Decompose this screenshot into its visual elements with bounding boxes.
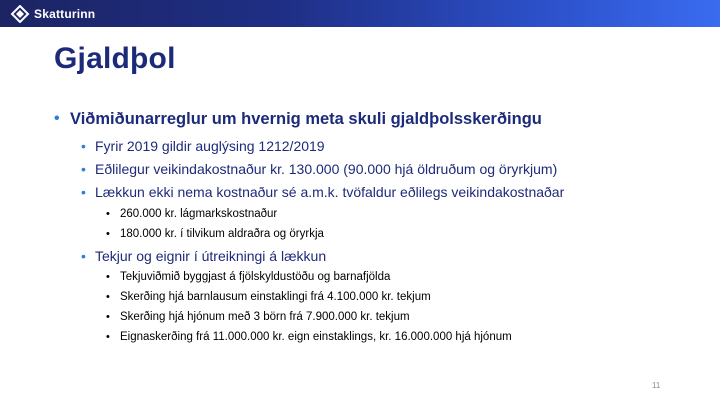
bullet-text: Tekjur og eignir í útreikningi á lækkun bbox=[95, 248, 327, 264]
bullet-level3 bbox=[106, 331, 512, 343]
logo-text: Skatturinn bbox=[34, 6, 96, 21]
bullet-dot-icon: • bbox=[106, 228, 110, 240]
bullet-text: Eðlilegur veikindakostnaður kr. 130.000 (90.000 hjá öldruðum og öryrkjum) bbox=[95, 161, 558, 177]
bullet-text: Lækkun ekki nema kostnaður sé a.m.k. tvöfaldur eðlilegs veikindakostnaðar bbox=[95, 184, 565, 200]
bullet-level2 bbox=[81, 248, 327, 264]
skatturinn-logo-icon bbox=[10, 5, 30, 23]
bullet-text: Viðmiðunarreglur um hvernig meta skuli gjaldþolsskerðingu bbox=[70, 110, 542, 128]
bullet-text: Eignaskerðing frá 11.000.000 kr. eign einstaklings, kr. 16.000.000 hjá hjónum bbox=[120, 331, 512, 343]
header-bar bbox=[0, 0, 720, 27]
bullet-text: 260.000 kr. lágmarkskostnaður bbox=[120, 208, 278, 220]
skatturinn-logo[interactable] bbox=[10, 3, 95, 24]
bullet-level3 bbox=[106, 271, 391, 283]
bullet-dot-icon: • bbox=[81, 248, 86, 264]
bullet-dot-icon: • bbox=[106, 271, 110, 283]
bullet-level3 bbox=[106, 291, 431, 303]
bullet-text: Skerðing hjá hjónum með 3 börn frá 7.900.000 kr. tekjum bbox=[120, 311, 410, 323]
bullet-dot-icon: • bbox=[106, 311, 110, 323]
page-number: 11 bbox=[652, 381, 661, 390]
bullet-dot-icon: • bbox=[81, 161, 86, 177]
bullet-dot-icon: • bbox=[106, 331, 110, 343]
bullet-level2 bbox=[81, 138, 325, 154]
bullet-dot-icon: • bbox=[54, 110, 60, 127]
bullet-text: Tekjuviðmið byggjast á fjölskyldustöðu og barnafjölda bbox=[120, 271, 391, 283]
bullet-level2 bbox=[81, 184, 565, 200]
bullet-text: Skerðing hjá barnlausum einstaklingi frá 4.100.000 kr. tekjum bbox=[120, 291, 431, 303]
bullet-dot-icon: • bbox=[81, 184, 86, 200]
bullet-text: 180.000 kr. í tilvikum aldraðra og öryrkja bbox=[120, 228, 324, 240]
bullet-level3 bbox=[106, 208, 278, 220]
bullet-dot-icon: • bbox=[106, 291, 110, 303]
bullet-level2 bbox=[81, 161, 558, 177]
bullet-dot-icon: • bbox=[81, 138, 86, 154]
bullet-text: Fyrir 2019 gildir auglýsing 1212/2019 bbox=[95, 138, 325, 154]
bullet-level3 bbox=[106, 311, 410, 323]
bullet-level3 bbox=[106, 228, 324, 240]
bullet-level1 bbox=[54, 110, 542, 129]
slide-title: Gjaldþol bbox=[54, 42, 176, 75]
bullet-dot-icon: • bbox=[106, 208, 110, 220]
